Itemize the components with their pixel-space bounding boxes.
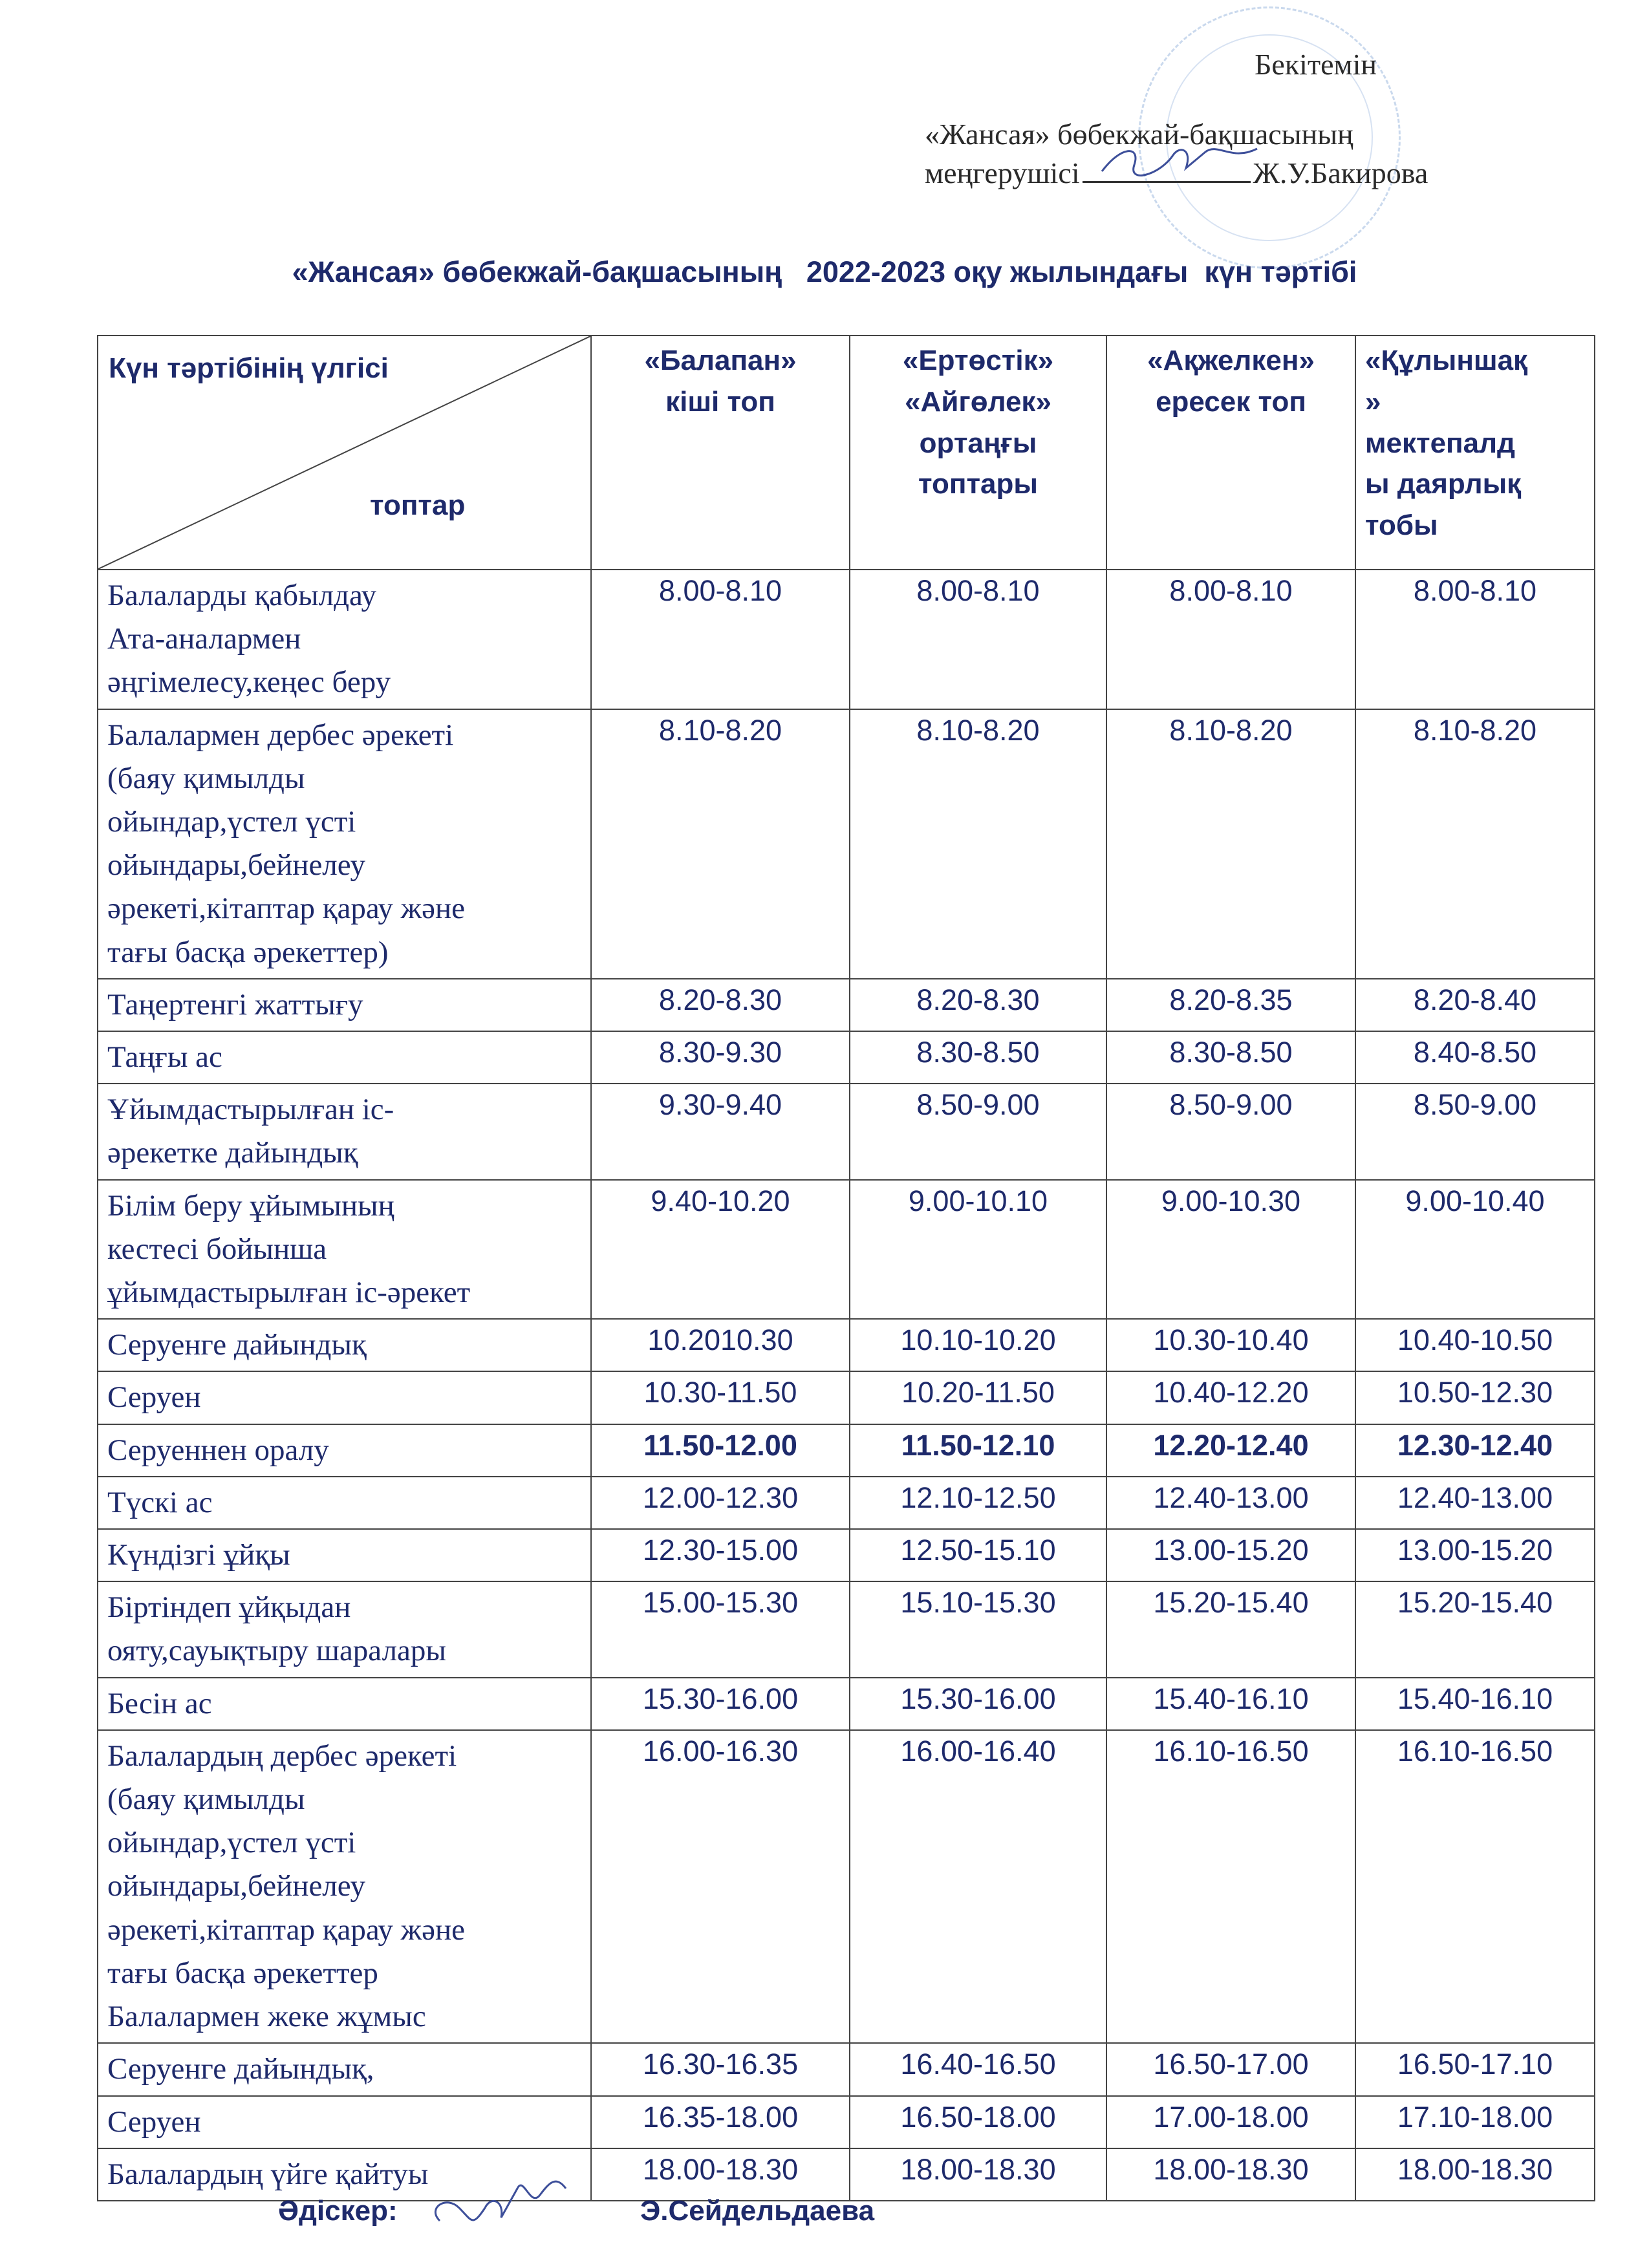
schedule-row — [98, 2148, 1595, 2201]
activity-cell — [98, 570, 591, 709]
activity-cell — [98, 1371, 591, 1424]
activity-line: Балалармен дербес әрекеті — [107, 718, 454, 752]
group-header-ertostik — [850, 336, 1106, 570]
schedule-row — [98, 2096, 1595, 2148]
activity-line: Серуеннен оралу — [107, 1433, 329, 1467]
activity-cell — [98, 709, 591, 979]
time-cell: 8.20-8.40 — [1355, 979, 1595, 1031]
activity-line: әрекеті,кітаптар қарау және — [107, 1912, 465, 1947]
activity-line: Ата-аналармен — [107, 622, 301, 656]
methodist-name: Э.Сейдельдаева — [640, 2195, 875, 2227]
activity-line: Бесін ас — [107, 1686, 212, 1720]
group-line: «Ақжелкен» — [1147, 345, 1315, 376]
schedule-table — [97, 335, 1595, 2201]
activity-line: тағы басқа әрекеттер — [107, 1956, 378, 1990]
group-line: кіші топ — [665, 385, 775, 418]
time-cell: 12.40-13.00 — [1355, 1477, 1595, 1529]
time-cell: 13.00-15.20 — [1106, 1529, 1355, 1581]
time-cell: 8.20-8.30 — [850, 979, 1106, 1031]
schedule-row — [98, 1180, 1595, 1320]
activity-line: Балалардың үйге қайтуы — [107, 2157, 429, 2191]
time-cell: 8.50-9.00 — [850, 1084, 1106, 1179]
activity-cell — [98, 1477, 591, 1529]
activity-line: Күндізгі ұйқы — [107, 1538, 290, 1572]
group-header-balapan — [591, 336, 850, 570]
time-cell: 10.20-11.50 — [850, 1371, 1106, 1424]
time-cell: 8.10-8.20 — [1355, 709, 1595, 979]
activity-line: ойындары,бейнелеу — [107, 1869, 365, 1903]
time-cell: 8.00-8.10 — [1355, 570, 1595, 709]
approval-position: меңгерушісі — [925, 156, 1080, 189]
time-cell: 15.20-15.40 — [1355, 1581, 1595, 1677]
time-cell: 12.40-13.00 — [1106, 1477, 1355, 1529]
time-cell: 11.50-12.10 — [850, 1424, 1106, 1477]
time-cell: 15.00-15.30 — [591, 1581, 850, 1677]
time-cell: 16.50-17.10 — [1355, 2043, 1595, 2095]
time-cell: 8.10-8.20 — [591, 709, 850, 979]
schedule-row — [98, 1730, 1595, 2043]
time-cell: 8.10-8.20 — [1106, 709, 1355, 979]
time-cell: 12.10-12.50 — [850, 1477, 1106, 1529]
document-title: «Жансая» бөбекжай-бақшасының 2022-2023 оқу жылындағы күн тәртібі — [292, 255, 1357, 288]
schedule-row — [98, 2043, 1595, 2095]
time-cell: 16.10-16.50 — [1106, 1730, 1355, 2043]
activity-line: әрекеті,кітаптар қарау және — [107, 892, 465, 926]
time-cell: 9.40-10.20 — [591, 1180, 850, 1320]
time-cell: 12.50-15.10 — [850, 1529, 1106, 1581]
time-cell: 13.00-15.20 — [1355, 1529, 1595, 1581]
time-cell: 16.50-17.00 — [1106, 2043, 1355, 2095]
time-cell: 17.00-18.00 — [1106, 2096, 1355, 2148]
time-cell: 15.30-16.00 — [850, 1678, 1106, 1730]
approval-line-1: «Жансая» бөбекжай-бақшасының — [925, 117, 1353, 151]
group-line: » — [1365, 385, 1381, 418]
group-line: «Ертөстік» — [902, 345, 1054, 376]
time-cell: 8.00-8.10 — [591, 570, 850, 709]
time-cell: 8.30-8.50 — [850, 1031, 1106, 1084]
time-cell: 8.40-8.50 — [1355, 1031, 1595, 1084]
time-cell: 16.00-16.30 — [591, 1730, 850, 2043]
group-line: «Айгөлек» — [905, 385, 1051, 418]
time-cell: 12.30-15.00 — [591, 1529, 850, 1581]
time-cell: 8.50-9.00 — [1355, 1084, 1595, 1179]
activity-line: ұйымдастырылған іс-әрекет — [107, 1276, 471, 1310]
time-cell: 8.00-8.10 — [1106, 570, 1355, 709]
director-signature — [1083, 155, 1251, 183]
schedule-row — [98, 1477, 1595, 1529]
activity-cell — [98, 1581, 591, 1677]
schedule-row — [98, 1581, 1595, 1677]
activity-line: Серуен — [107, 1380, 201, 1415]
time-cell: 8.20-8.30 — [591, 979, 850, 1031]
time-cell: 10.30-10.40 — [1106, 1319, 1355, 1371]
time-cell: 18.00-18.30 — [1106, 2148, 1355, 2201]
approval-title: Бекітемін — [1255, 48, 1377, 81]
time-cell: 16.30-16.35 — [591, 2043, 850, 2095]
methodist-label: Әдіскер: — [278, 2195, 398, 2227]
approval-block — [925, 45, 1571, 192]
time-cell: 18.00-18.30 — [1355, 2148, 1595, 2201]
activity-cell — [98, 1529, 591, 1581]
schedule-row — [98, 1371, 1595, 1424]
activity-cell — [98, 1678, 591, 1730]
time-cell: 12.30-12.40 — [1355, 1424, 1595, 1477]
time-cell: 9.00-10.40 — [1355, 1180, 1595, 1320]
time-cell: 9.30-9.40 — [591, 1084, 850, 1179]
time-cell: 16.00-16.40 — [850, 1730, 1106, 2043]
activity-line: ояту,сауықтыру шаралары — [107, 1634, 446, 1668]
time-cell: 10.30-11.50 — [591, 1371, 850, 1424]
activity-line: Таңертенгі жаттығу — [107, 987, 363, 1022]
activity-cell — [98, 2096, 591, 2148]
time-cell: 9.00-10.30 — [1106, 1180, 1355, 1320]
time-cell: 8.30-9.30 — [591, 1031, 850, 1084]
activity-line: (баяу қимылды — [107, 761, 305, 795]
activity-cell — [98, 1730, 591, 2043]
footer — [278, 2195, 875, 2227]
activity-line: Ұйымдастырылған іс- — [107, 1093, 394, 1127]
activity-line: әрекетке дайындық — [107, 1136, 358, 1170]
time-cell: 11.50-12.00 — [591, 1424, 850, 1477]
activity-cell — [98, 979, 591, 1031]
activity-line: Балалардың дербес әрекеті — [107, 1738, 457, 1773]
activity-cell — [98, 1084, 591, 1179]
time-cell: 8.10-8.20 — [850, 709, 1106, 979]
time-cell: 8.50-9.00 — [1106, 1084, 1355, 1179]
time-cell: 10.50-12.30 — [1355, 1371, 1595, 1424]
time-cell: 12.00-12.30 — [591, 1477, 850, 1529]
time-cell: 9.00-10.10 — [850, 1180, 1106, 1320]
time-cell: 10.40-10.50 — [1355, 1319, 1595, 1371]
corner-top-label: Күн тәртібінің үлгісі — [109, 352, 389, 384]
activity-line: ойындар,үстел үсті — [107, 1826, 356, 1860]
time-cell: 12.20-12.40 — [1106, 1424, 1355, 1477]
schedule-row — [98, 570, 1595, 709]
activity-cell — [98, 1319, 591, 1371]
activity-line: Балаларды қабылдау — [107, 579, 376, 612]
schedule-row — [98, 979, 1595, 1031]
group-header-akzhelken — [1106, 336, 1355, 570]
time-cell: 16.10-16.50 — [1355, 1730, 1595, 2043]
schedule-row — [98, 1529, 1595, 1581]
time-cell: 8.00-8.10 — [850, 570, 1106, 709]
time-cell: 17.10-18.00 — [1355, 2096, 1595, 2148]
activity-cell — [98, 1424, 591, 1477]
activity-line: ойындары,бейнелеу — [107, 848, 365, 883]
time-cell: 8.20-8.35 — [1106, 979, 1355, 1031]
group-header-kulynshak — [1355, 336, 1595, 570]
group-line: мектепалд — [1365, 427, 1515, 459]
activity-line: Серуенге дайындық — [107, 1328, 367, 1362]
time-cell: 16.35-18.00 — [591, 2096, 850, 2148]
approval-line-2 — [925, 154, 1571, 193]
schedule-row — [98, 1424, 1595, 1477]
activity-line: әңгімелесу,кеңес беру — [107, 665, 391, 700]
group-line: ортаңғы — [919, 427, 1037, 459]
header-row — [98, 336, 1595, 570]
time-cell: 16.50-18.00 — [850, 2096, 1106, 2148]
activity-line: Балалармен жеке жұмыс — [107, 2000, 426, 2034]
activity-line: (баяу қимылды — [107, 1782, 305, 1817]
methodist-signature — [427, 2169, 576, 2240]
group-line: ересек топ — [1156, 385, 1306, 418]
time-cell: 18.00-18.30 — [591, 2148, 850, 2201]
time-cell: 10.40-12.20 — [1106, 1371, 1355, 1424]
time-cell: 15.40-16.10 — [1106, 1678, 1355, 1730]
schedule-row — [98, 1319, 1595, 1371]
schedule-row — [98, 1678, 1595, 1730]
activity-line: Түскі ас — [107, 1485, 213, 1519]
activity-cell — [98, 1180, 591, 1320]
corner-header — [98, 336, 591, 570]
group-line: «Балапан» — [644, 345, 797, 376]
schedule-row — [98, 1031, 1595, 1084]
time-cell: 16.40-16.50 — [850, 2043, 1106, 2095]
activity-line: Білім беру ұйымының — [107, 1188, 394, 1223]
director-name: Ж.У.Бакирова — [1253, 156, 1428, 189]
group-line: тобы — [1365, 509, 1438, 542]
activity-line: Таңғы ас — [107, 1040, 222, 1075]
activity-line: тағы басқа әрекеттер) — [107, 935, 389, 969]
corner-bottom-label: топтар — [370, 489, 466, 521]
time-cell: 15.40-16.10 — [1355, 1678, 1595, 1730]
activity-line: Біртіндеп ұйқыдан — [107, 1590, 351, 1625]
time-cell: 18.00-18.30 — [850, 2148, 1106, 2201]
activity-line: Серуен — [107, 2104, 201, 2139]
activity-cell — [98, 2043, 591, 2095]
activity-line: Серуенге дайындық, — [107, 2052, 374, 2086]
activity-line: ойындар,үстел үсті — [107, 805, 356, 839]
time-cell: 10.10-10.20 — [850, 1319, 1106, 1371]
group-line: топтары — [918, 468, 1038, 500]
time-cell: 10.2010.30 — [591, 1319, 850, 1371]
activity-line: кестесі бойынша — [107, 1232, 327, 1266]
schedule-row — [98, 1084, 1595, 1179]
time-cell: 8.30-8.50 — [1106, 1031, 1355, 1084]
time-cell: 15.30-16.00 — [591, 1678, 850, 1730]
schedule-row — [98, 709, 1595, 979]
time-cell: 15.20-15.40 — [1106, 1581, 1355, 1677]
time-cell: 15.10-15.30 — [850, 1581, 1106, 1677]
group-line: ы даярлық — [1365, 468, 1522, 500]
group-line: «Құлыншақ — [1365, 345, 1528, 376]
activity-cell — [98, 1031, 591, 1084]
